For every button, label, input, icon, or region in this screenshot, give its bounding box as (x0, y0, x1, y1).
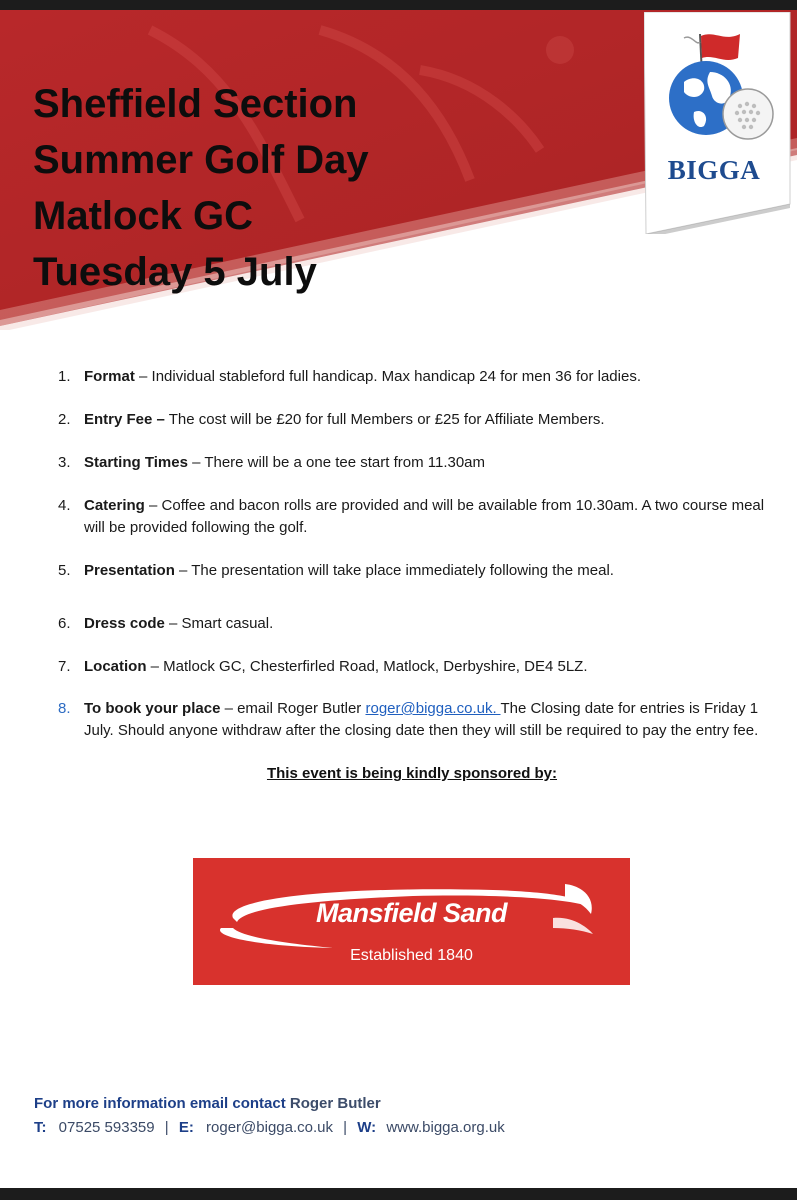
item-number: 4. (58, 497, 71, 514)
item-body (84, 613, 789, 635)
item-body (84, 366, 789, 388)
item-text: – The presentation will take place immediately following the meal. (174, 562, 614, 579)
footer-separator: | (343, 1119, 348, 1136)
item-text-after: The Closing date for entries is Friday 1 July. Should anyone withdraw after the closing date then they will still be required to pay the entry fee. (84, 700, 759, 739)
item-body (84, 452, 789, 474)
sponsor-established: Established 1840 (350, 947, 473, 964)
item-body (84, 698, 789, 742)
item-number: 5. (58, 562, 71, 579)
footer-email-label: E: (178, 1119, 194, 1136)
item-number: 8. (58, 700, 71, 717)
item-number: 7. (58, 658, 71, 675)
item-number: 1. (58, 368, 71, 385)
footer-info-prefix: For more information email contact (34, 1095, 286, 1112)
item-body (84, 495, 789, 539)
item-text: – Matlock GC, Chesterfirled Road, Matlock, Derbyshire, DE4 5LZ. (146, 658, 588, 675)
item-text: – email Roger Butler (220, 700, 366, 717)
item-label: Entry Fee – (84, 411, 165, 428)
footer-separator: | (164, 1119, 169, 1136)
item-body (84, 560, 789, 582)
item-label: Presentation (84, 562, 175, 579)
bigga-logo (644, 12, 794, 234)
bigga-logo-text: BIGGA (667, 155, 761, 185)
item-text: The cost will be £20 for full Members or £25 for Affiliate Members. (164, 411, 605, 428)
footer-contact-name: Roger Butler (289, 1095, 381, 1112)
sponsor-name: Mansfield Sand (315, 898, 508, 928)
item-label: To book your place (84, 700, 221, 717)
title-line-1: Sheffield Section (33, 82, 358, 126)
sponsor-heading: This event is being kindly sponsored by: (266, 765, 558, 782)
title-line-4: Tuesday 5 July (33, 250, 317, 294)
item-text: – Coffee and bacon rolls are provided and will be available from 10.30am. A two course meal will be provided following the golf. (84, 497, 765, 536)
item-body (84, 656, 789, 678)
item-number: 3. (58, 454, 71, 471)
footer-website-link[interactable]: www.bigga.org.uk (386, 1119, 505, 1136)
footer-details-line (34, 1119, 505, 1136)
item-label: Format (84, 368, 135, 385)
item-text: – Individual stableford full handicap. Max handicap 24 for men 36 for ladies. (134, 368, 641, 385)
item-label: Location (84, 658, 147, 675)
sponsor-banner (193, 858, 630, 985)
item-number: 2. (58, 411, 71, 428)
title-line-2: Summer Golf Day (33, 138, 369, 182)
title-line-3: Matlock GC (33, 194, 254, 238)
footer-phone: 07525 593359 (58, 1119, 155, 1136)
item-label: Starting Times (84, 454, 188, 471)
top-border (0, 0, 797, 10)
footer-email-link[interactable]: roger@bigga.co.uk (206, 1119, 333, 1136)
footer-web-label: W: (357, 1119, 377, 1136)
item-text: – Smart casual. (164, 615, 274, 632)
bottom-border (0, 1188, 797, 1200)
item-label: Dress code (84, 615, 165, 632)
item-body (84, 409, 789, 431)
booking-email-link[interactable]: roger@bigga.co.uk. (365, 700, 501, 717)
page-title (33, 76, 369, 300)
item-number: 6. (58, 615, 71, 632)
item-text: – There will be a one tee start from 11.30am (187, 454, 486, 471)
footer-phone-label: T: (34, 1119, 47, 1136)
footer-contact-line (34, 1095, 381, 1112)
item-label: Catering (84, 497, 145, 514)
